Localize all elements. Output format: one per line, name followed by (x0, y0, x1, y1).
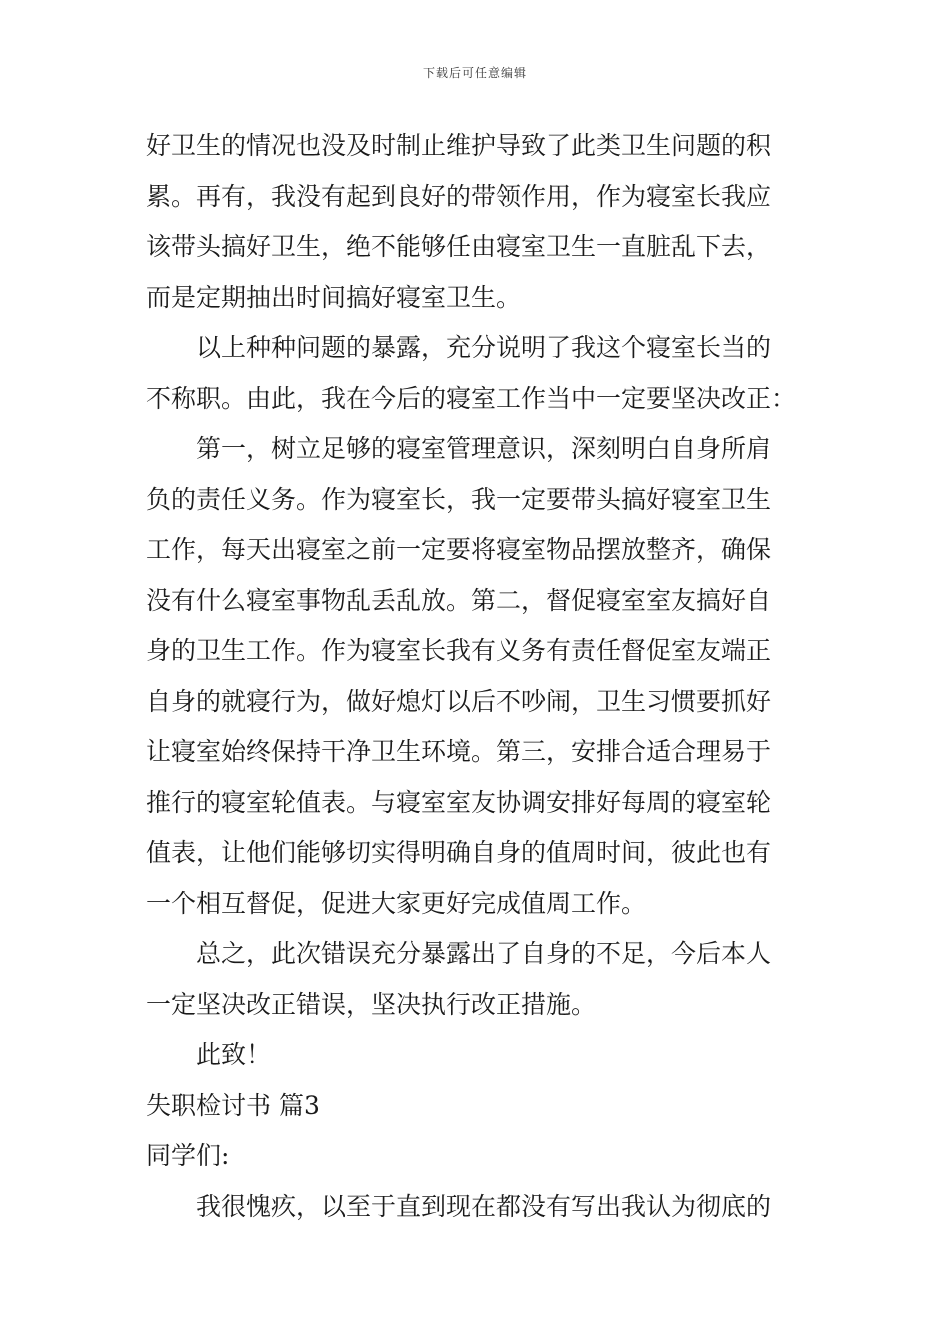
text-line: 推行的寝室轮值表。与寝室室友协调安排好每周的寝室轮 (146, 787, 772, 817)
document-body (146, 121, 810, 1232)
closing-salutation: 此致！ (196, 1040, 272, 1069)
letter-greeting: 同学们: (146, 1141, 230, 1170)
text-line: 身的卫生工作。作为寝室长我有义务有责任督促室友端正 (146, 636, 772, 665)
text-line: 累。再有，我没有起到良好的带领作用，作为寝室长我应 (146, 181, 772, 211)
text-line: 自身的就寝行为，做好熄灯以后不吵闹，卫生习惯要抓好 (146, 686, 772, 716)
text-line: 工作，每天出寝室之前一定要将寝室物品摆放整齐，确保 (146, 535, 772, 564)
text-line: 值表，让他们能够切实得明确自身的值周时间，彼此也有 (146, 838, 772, 867)
paragraph-start-line: 以上种种问题的暴露，充分说明了我这个寝室长当的 (196, 333, 772, 362)
paragraph-start-line: 总之，此次错误充分暴露出了自身的不足，今后本人 (196, 939, 772, 968)
text-line: 而是定期抽出时间搞好寝室卫生。 (146, 282, 522, 312)
text-line: 负的责任义务。作为寝室长，我一定要带头搞好寝室卫生 (146, 484, 772, 514)
text-line: 一个相互督促，促进大家更好完成值周工作。 (146, 888, 647, 918)
text-line: 该带头搞好卫生，绝不能够任由寝室卫生一直脏乱下去， (146, 232, 772, 261)
text-line: 好卫生的情况也没及时制止维护导致了此类卫生问题的积 (146, 131, 772, 160)
text-line: 没有什么寝室事物乱丢乱放。第二，督促寝室室友搞好自 (146, 585, 772, 615)
page-header: 下载后可任意编辑 (422, 66, 527, 80)
paragraph-start-line: 我很愧疚，以至于直到现在都没有写出我认为彻底的 (196, 1191, 772, 1221)
paragraph-start-line: 第一，树立足够的寝室管理意识，深刻明白自身所肩 (196, 434, 772, 463)
text-line: 让寝室始终保持干净卫生环境。第三，安排合适合理易于 (146, 737, 772, 766)
text-line: 一定坚决改正错误，坚决执行改正措施。 (146, 989, 597, 1019)
text-line: 不称职。由此，我在今后的寝室工作当中一定要坚决改正： (146, 383, 797, 413)
section-heading: 失职检讨书 篇3 (146, 1090, 320, 1120)
